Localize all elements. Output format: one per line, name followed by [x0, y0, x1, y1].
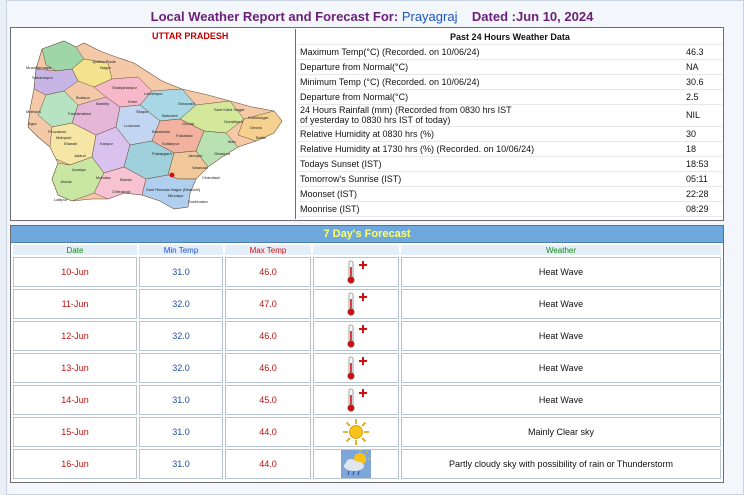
forecast-min-temp: 31.0 [139, 385, 223, 415]
wx-value: 18:53 [682, 156, 722, 171]
map-label: Ballia [256, 135, 266, 140]
forecast-date: 13-Jun [13, 353, 137, 383]
forecast-min-temp: 31.0 [139, 417, 223, 447]
forecast-row [13, 449, 721, 479]
wx-label: Tomorrow's Sunrise (IST) [298, 171, 682, 186]
map-label: Chandauli [202, 175, 221, 180]
past-24h-table [298, 30, 722, 217]
col-weather-header: Weather [401, 245, 721, 255]
map-label: Bahraich [162, 113, 178, 118]
map-label: Kanpur [100, 141, 113, 146]
map-label: Etawah [64, 141, 78, 146]
heat-wave-icon [341, 386, 371, 414]
wx-value: 46.3 [682, 44, 722, 59]
forecast-max-temp: 47.0 [225, 289, 311, 319]
forecast-weather: Heat Wave [401, 321, 721, 351]
wx-label: Departure from Normal(°C) [298, 59, 682, 74]
map-label: Budaun [76, 95, 90, 100]
heat-wave-icon [341, 322, 371, 350]
map-label: Jyotiba Phule [92, 59, 117, 64]
wx-value: 05:11 [682, 171, 722, 186]
forecast-max-temp: 44.0 [225, 417, 311, 447]
forecast-weather: Mainly Clear sky [401, 417, 721, 447]
forecast-icon-cell [313, 353, 399, 383]
map-label: Sant Kabir Nagar [214, 107, 245, 112]
cloud-rain-sun-icon [341, 450, 371, 478]
forecast-date: 14-Jun [13, 385, 137, 415]
col-max-header: Max Temp [225, 245, 311, 255]
forecast-row [13, 321, 721, 351]
map-label: Auraiya [72, 167, 86, 172]
map-label: Pratapgarh [152, 151, 172, 156]
wx-label: Minimum Temp (°C) (Recorded. on 10/06/24) [298, 74, 682, 89]
forecast-min-temp: 32.0 [139, 353, 223, 383]
state-map[interactable] [12, 29, 296, 219]
wx-value: NIL [682, 104, 722, 126]
forecast-icon-cell [313, 257, 399, 287]
map-label: Firozabad [48, 129, 66, 134]
map-label: Lakhimpur [144, 91, 163, 96]
forecast-date: 15-Jun [13, 417, 137, 447]
forecast-min-temp: 32.0 [139, 321, 223, 351]
map-label: Kushinagar [248, 115, 269, 120]
forecast-min-temp: 31.0 [139, 257, 223, 287]
wx-value: 18 [682, 141, 722, 156]
map-label: Shravasti [178, 101, 195, 106]
map-label: Farrukhabad [68, 111, 91, 116]
heat-wave-icon [341, 258, 371, 286]
wx-value: 30 [682, 126, 722, 141]
wx-value: NA [682, 59, 722, 74]
map-label: Gonda [182, 121, 195, 126]
map-label: Bareilly [96, 101, 110, 106]
map-label: Saharanpur [32, 75, 53, 80]
wx-value: 22:28 [682, 186, 722, 201]
forecast-row [13, 289, 721, 319]
map-label: Varanasi [192, 165, 208, 170]
forecast-icon-cell [313, 449, 399, 479]
forecast-date: 16-Jun [13, 449, 137, 479]
wx-label: Relative Humidity at 1730 hrs (%) (Recorded. on 10/06/24) [298, 141, 682, 156]
wx-label: Relative Humidity at 0830 hrs (%) [298, 126, 682, 141]
map-label: Lucknow [124, 123, 140, 128]
city-marker [170, 173, 175, 178]
forecast-date: 11-Jun [13, 289, 137, 319]
map-label: Nagar [100, 65, 111, 70]
map-label: Barabanki [152, 129, 171, 134]
forecast-max-temp: 46.0 [225, 257, 311, 287]
map-label: Mathura [26, 109, 41, 114]
forecast-date: 12-Jun [13, 321, 137, 351]
map-label: Banda [120, 177, 132, 182]
map-label: Mahoba [96, 175, 111, 180]
header-title: Local Weather Report and Forecast For: [150, 9, 399, 24]
map-label: Ghazipur [214, 151, 231, 156]
wx-label: Maximum Temp(°C) (Recorded. on 10/06/24) [298, 44, 682, 59]
map-label: Mirzapur [168, 193, 184, 198]
forecast-icon-cell [313, 417, 399, 447]
heat-wave-icon [341, 290, 371, 318]
forecast-icon-cell [313, 321, 399, 351]
map-label: Jhansi [60, 179, 72, 184]
map-label: Sant Ravidas Nagar (Bhadohi) [146, 187, 201, 192]
map-label: Shahjahanpur [112, 85, 137, 90]
forecast-weather: Heat Wave [401, 289, 721, 319]
map-label: Agra [28, 121, 37, 126]
forecast-panel [10, 225, 724, 483]
map-label: Kheri [128, 99, 138, 104]
sun-icon [341, 418, 371, 446]
col-min-header: Min Temp [139, 245, 223, 255]
page-header [0, 9, 744, 24]
wx-value: 08:29 [682, 201, 722, 216]
header-date: Dated :Jun 10, 2024 [471, 9, 594, 24]
forecast-title: 7 Day's Forecast [11, 226, 723, 243]
forecast-icon-cell [313, 289, 399, 319]
map-label: Jaunpur [188, 153, 203, 158]
col-icon-header [313, 245, 399, 255]
heat-wave-icon [341, 354, 371, 382]
forecast-min-temp: 31.0 [139, 449, 223, 479]
forecast-row [13, 417, 721, 447]
wx-value: 30.6 [682, 74, 722, 89]
forecast-weather: Heat Wave [401, 353, 721, 383]
forecast-date: 10-Jun [13, 257, 137, 287]
forecast-row [13, 257, 721, 287]
forecast-min-temp: 32.0 [139, 289, 223, 319]
forecast-icon-cell [313, 385, 399, 415]
map-label: Mainpuri [56, 135, 72, 140]
map-label: Mau [228, 139, 236, 144]
wx-label: Departure from Normal(°C) [298, 89, 682, 104]
forecast-table [11, 243, 723, 481]
report-panel [10, 27, 724, 221]
wx-label: 24 Hours Rainfall (mm) (Recorded from 0830 hrs IST [300, 105, 512, 115]
wx-label-multiline [298, 104, 682, 126]
wx-label: Moonset (IST) [298, 186, 682, 201]
map-label: Gorakhpur [224, 119, 243, 124]
forecast-max-temp: 46.0 [225, 321, 311, 351]
wx-label-cont: of yesterday to 0830 hrs IST of today) [300, 115, 451, 125]
col-date-header: Date [13, 245, 137, 255]
map-title: UTTAR PRADESH [152, 31, 229, 41]
map-label: Sultanpur [162, 141, 180, 146]
wx-label: Moonrise (IST) [298, 201, 682, 216]
forecast-weather: Partly cloudy sky with possibility of rain or Thunderstorm [401, 449, 721, 479]
map-label: Sonbhadra [188, 199, 208, 204]
map-label: Chitrakoot [112, 189, 131, 194]
forecast-max-temp: 44.0 [225, 449, 311, 479]
forecast-row [13, 385, 721, 415]
map-label: Deoria [250, 125, 262, 130]
forecast-row [13, 353, 721, 383]
map-label: Jalaun [74, 153, 86, 158]
map-label: Muzaffarnagar [26, 65, 52, 70]
map-label: Faizabad [176, 133, 193, 138]
map-label: Sitapur [136, 109, 149, 114]
past-24h-caption: Past 24 Hours Weather Data [298, 30, 722, 44]
forecast-weather: Heat Wave [401, 257, 721, 287]
wx-label: Todays Sunset (IST) [298, 156, 682, 171]
map-label: Lalitpur [54, 197, 68, 202]
forecast-weather: Heat Wave [401, 385, 721, 415]
wx-value: 2.5 [682, 89, 722, 104]
forecast-max-temp: 45.0 [225, 385, 311, 415]
forecast-max-temp: 46.0 [225, 353, 311, 383]
header-city: Prayagraj [401, 9, 458, 24]
